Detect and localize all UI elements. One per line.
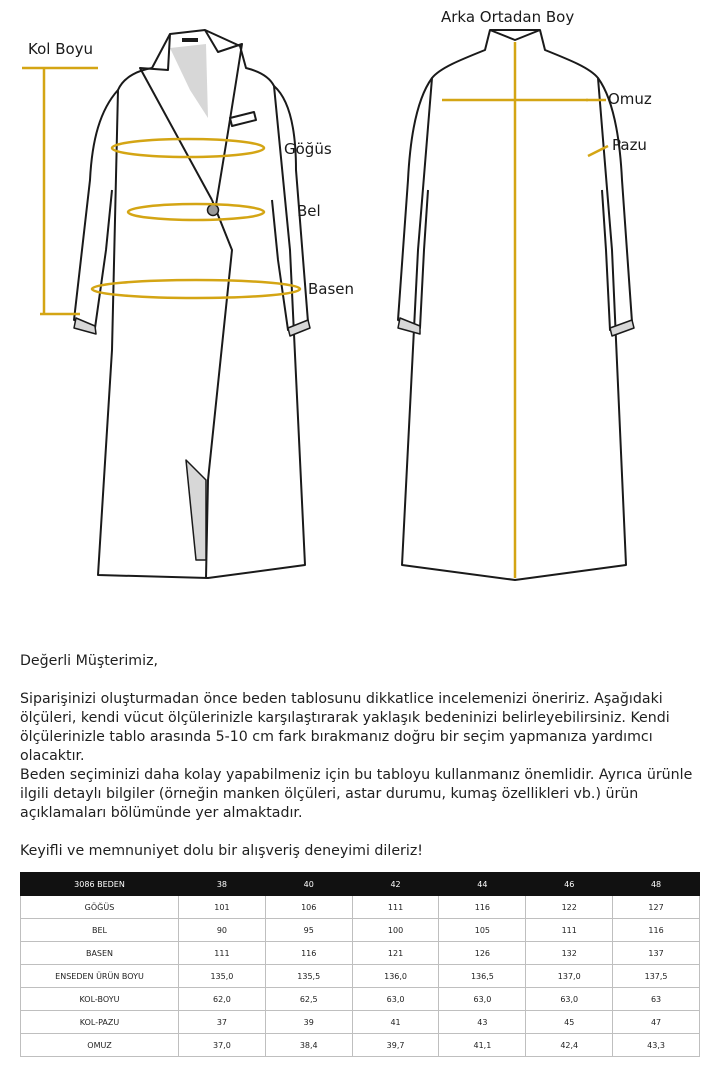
intro-paragraph-1: Siparişinizi oluşturmadan önce beden tablosunu dikkatlice incelemenizi öneririz. Aşağıdaki ölçüleri, kendi vücut ölçülerinizle karşılaştırarak yaklaşık bedeninizi belirleyebilirsiniz. Kendi ölçülerinizle tablo arasında 5-10 cm fark bırakmanız doğru bir seçim yapmanıza yardımcı olacaktır. (20, 691, 670, 764)
table-cell: 126 (439, 942, 526, 965)
table-cell: 122 (526, 896, 613, 919)
table-cell: 47 (613, 1011, 700, 1034)
label-omuz: Omuz (608, 90, 652, 108)
table-cell: 37,0 (179, 1034, 266, 1057)
table-cell: 38,4 (265, 1034, 352, 1057)
customer-message (20, 652, 704, 861)
header-cell: 38 (179, 873, 266, 896)
table-cell: 43 (439, 1011, 526, 1034)
table-cell: 116 (265, 942, 352, 965)
table-row (21, 965, 700, 988)
greeting: Değerli Müşterimiz, (20, 653, 159, 669)
table-row (21, 988, 700, 1011)
table-cell: 39 (265, 1011, 352, 1034)
table-cell: 39,7 (352, 1034, 439, 1057)
table-cell: 136,5 (439, 965, 526, 988)
table-cell: 111 (352, 896, 439, 919)
row-label: GÖĞÜS (21, 896, 179, 919)
table-row (21, 1011, 700, 1034)
label-arka-ortadan-boy: Arka Ortadan Boy (441, 8, 575, 26)
table-cell: 137,5 (613, 965, 700, 988)
table-cell: 63,0 (439, 988, 526, 1011)
header-cell: 48 (613, 873, 700, 896)
table-cell: 63,0 (352, 988, 439, 1011)
header-cell: 42 (352, 873, 439, 896)
table-cell: 101 (179, 896, 266, 919)
header-cell: 40 (265, 873, 352, 896)
row-label: OMUZ (21, 1034, 179, 1057)
table-cell: 43,3 (613, 1034, 700, 1057)
label-gogus: Göğüs (284, 140, 332, 158)
table-cell: 106 (265, 896, 352, 919)
table-cell: 62,0 (179, 988, 266, 1011)
table-cell: 132 (526, 942, 613, 965)
row-label: BASEN (21, 942, 179, 965)
coat-front-view (74, 30, 310, 578)
table-cell: 137,0 (526, 965, 613, 988)
table-row (21, 896, 700, 919)
header-cell: 3086 BEDEN (21, 873, 179, 896)
back-measurement-lines (442, 42, 608, 578)
label-pazu: Pazu (612, 136, 647, 154)
table-cell: 111 (179, 942, 266, 965)
table-cell: 42,4 (526, 1034, 613, 1057)
table-cell: 127 (613, 896, 700, 919)
table-cell: 95 (265, 919, 352, 942)
header-cell: 44 (439, 873, 526, 896)
table-cell: 105 (439, 919, 526, 942)
table-cell: 37 (179, 1011, 266, 1034)
label-kol-boyu: Kol Boyu (28, 40, 94, 58)
table-cell: 41 (352, 1011, 439, 1034)
header-cell: 46 (526, 873, 613, 896)
row-label: KOL-BOYU (21, 988, 179, 1011)
table-row (21, 942, 700, 965)
table-cell: 62,5 (265, 988, 352, 1011)
table-row (21, 1034, 700, 1057)
table-cell: 116 (613, 919, 700, 942)
table-cell: 111 (526, 919, 613, 942)
label-bel: Bel (297, 202, 321, 220)
table-cell: 135,5 (265, 965, 352, 988)
intro-paragraph-2: Beden seçiminizi daha kolay yapabilmeniz için bu tabloyu kullanmanız önemlidir. Ayrıca ürünle ilgili detaylı bilgiler (örneğin manken ölçüleri, astar durumu, kumaş özellikleri vb.) ürün açıklamaları bölümünde yer almaktadır. (20, 767, 693, 821)
row-label: KOL-PAZU (21, 1011, 179, 1034)
table-cell: 63 (613, 988, 700, 1011)
row-label: ENSEDEN ÜRÜN BOYU (21, 965, 179, 988)
table-cell: 90 (179, 919, 266, 942)
table-cell: 121 (352, 942, 439, 965)
table-cell: 116 (439, 896, 526, 919)
size-chart-table (20, 872, 700, 1057)
table-cell: 135,0 (179, 965, 266, 988)
table-cell: 136,0 (352, 965, 439, 988)
button-icon (208, 205, 219, 216)
table-cell: 45 (526, 1011, 613, 1034)
table-cell: 100 (352, 919, 439, 942)
row-label: BEL (21, 919, 179, 942)
table-header-row (21, 873, 700, 896)
table-cell: 63,0 (526, 988, 613, 1011)
table-cell: 41,1 (439, 1034, 526, 1057)
table-cell: 137 (613, 942, 700, 965)
closing-message: Keyifli ve memnuniyet dolu bir alışveriş deneyimi dileriz! (20, 843, 423, 859)
table-row (21, 919, 700, 942)
label-basen: Basen (308, 280, 355, 298)
